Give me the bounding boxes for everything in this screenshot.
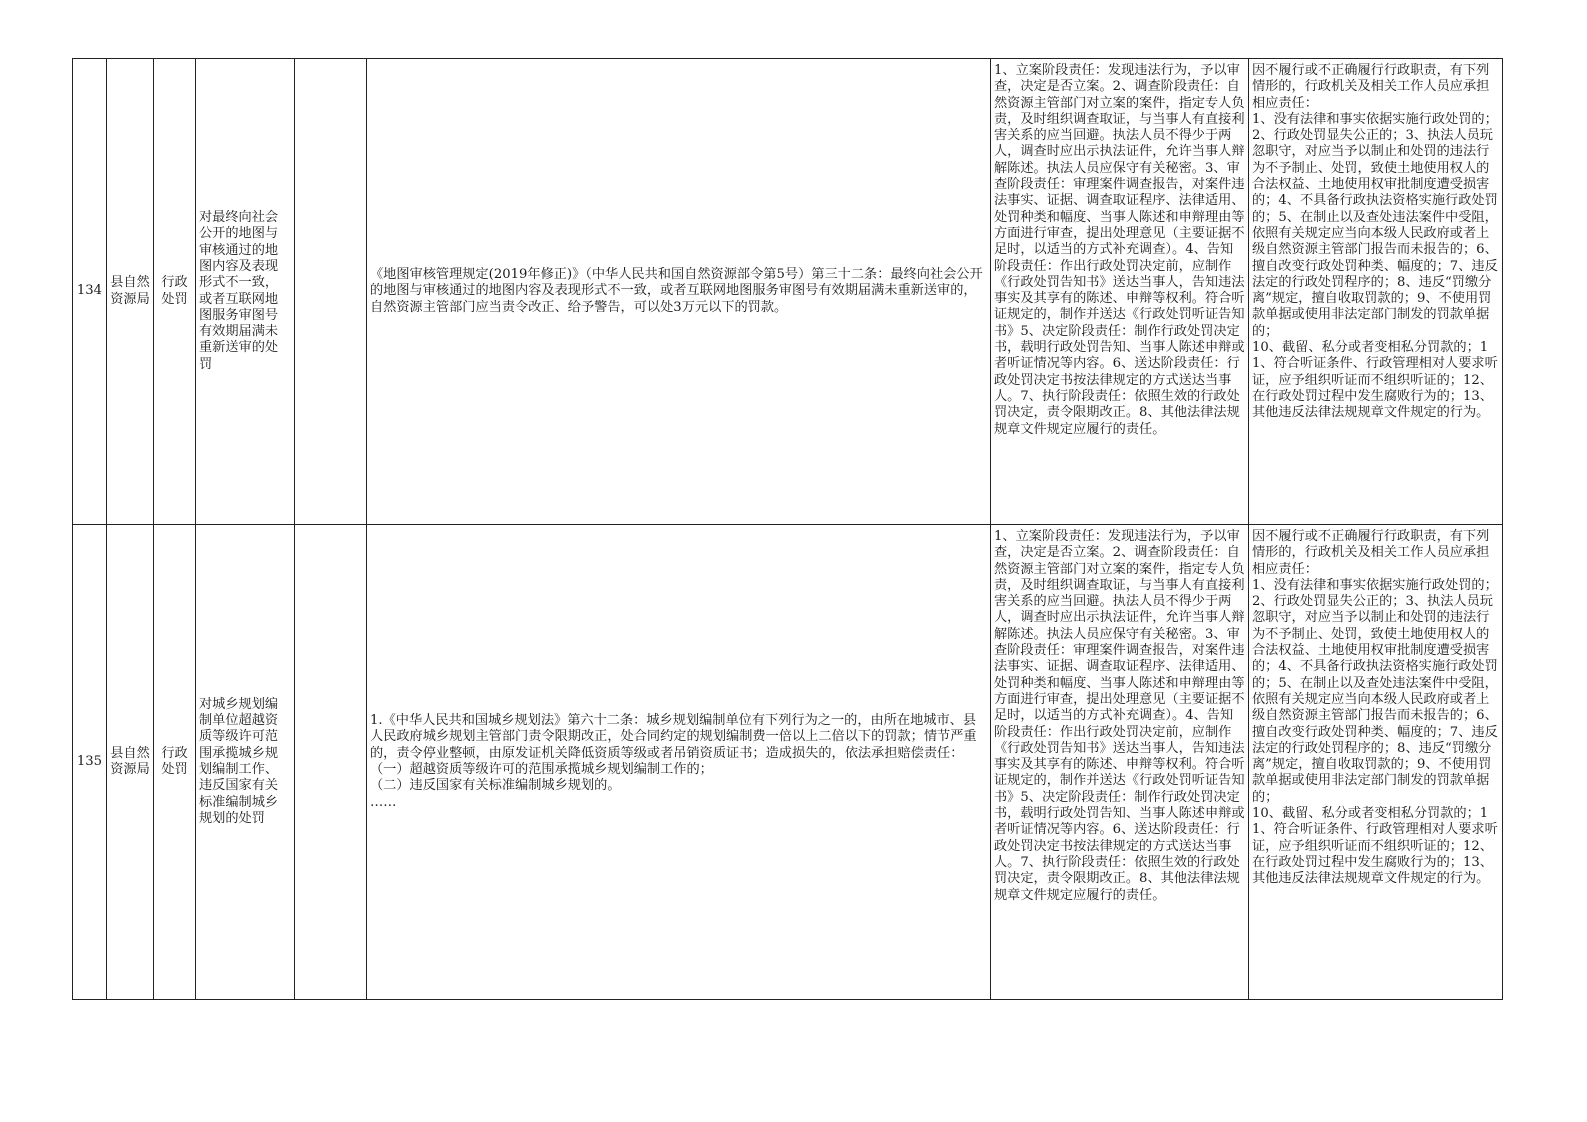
accountability-cell: 因不履行或不正确履行行政职责，有下列情形的，行政机关及相关工作人员应承担相应责任： 1、没有法律和事实依据实施行政处罚的；2、行政处罚显失公正的；3、执法人员玩忽职守，对应当予以制止和处罚的违法行为不予制止、处罚，致使土地使用权人的合法权益、土地使用权审批制度遭受损害的；4、不具备行政执法资格实施行政处罚的；5、在制止以及查处违法案件中受阻，依照有关规定应当向本级人民政府或者上级自然资源主管部门报告而未报告的；6、擅自改变行政处罚种类、幅度的；7、违反法定的行政处罚程序的；8、违反“罚缴分离”规定，擅自收取罚款的；9、不使用罚款单据或使用非法定部门制发的罚款单据的； 10、截留、私分或者变相私分罚款的；11、符合听证条件、行政管理相对人要求听证，应予组织听证而不组织听证的；12、在行政处罚过程中发生腐败行为的；13、其他违反法律法规规章文件规定的行为。 [1249, 525, 1503, 1000]
table-row [73, 59, 1503, 525]
table-row [73, 525, 1503, 1000]
row-index: 135 [73, 525, 107, 1000]
item-name-cell: 对最终向社会公开的地图与审核通过的地图内容及表现形式不一致，或者互联网地图服务审图号有效期届满未重新送审的处罚 [196, 59, 295, 525]
item-name-cell: 对城乡规划编制单位超越资质等级许可范围承揽城乡规划编制工作、违反国家有关标准编制城乡规划的处罚 [196, 525, 295, 1000]
power-type-cell: 行政处罚 [154, 59, 196, 525]
legal-basis-cell: 《地图审核管理规定(2019年修正)》（中华人民共和国自然资源部令第5号）第三十二条：最终向社会公开的地图与审核通过的地图内容及表现形式不一致，或者互联网地图服务审图号有效期届满未重新送审的，自然资源主管部门应当责令改正、给予警告，可以处3万元以下的罚款。 [367, 59, 991, 525]
legal-basis-cell: 1.《中华人民共和国城乡规划法》第六十二条：城乡规划编制单位有下列行为之一的，由所在地城市、县人民政府城乡规划主管部门责令限期改正，处合同约定的规划编制费一倍以上二倍以下的罚款；情节严重的，责令停业整顿，由原发证机关降低资质等级或者吊销资质证书；造成损失的，依法承担赔偿责任： （一）超越资质等级许可的范围承揽城乡规划编制工作的； （二）违反国家有关标准编制城乡规划的。 …… [367, 525, 991, 1000]
sub-item-cell [295, 59, 367, 525]
row-index: 134 [73, 59, 107, 525]
power-type-cell: 行政处罚 [154, 525, 196, 1000]
department-cell: 县自然资源局 [107, 59, 154, 525]
sub-item-cell [295, 525, 367, 1000]
responsibility-cell: 1、立案阶段责任：发现违法行为，予以审查，决定是否立案。2、调查阶段责任：自然资源主管部门对立案的案件，指定专人负责，及时组织调查取证，与当事人有直接利害关系的应当回避。执法人员不得少于两人，调查时应出示执法证件，允许当事人辩解陈述。执法人员应保守有关秘密。3、审查阶段责任：审理案件调查报告，对案件违法事实、证据、调查取证程序、法律适用、处罚种类和幅度、当事人陈述和申辩理由等方面进行审查，提出处理意见（主要证据不足时，以适当的方式补充调查）。4、告知阶段责任：作出行政处罚决定前，应制作《行政处罚告知书》送达当事人，告知违法事实及其享有的陈述、申辩等权利。符合听证规定的，制作并送达《行政处罚听证告知书》5、决定阶段责任：制作行政处罚决定书，载明行政处罚告知、当事人陈述申辩或者听证情况等内容。6、送达阶段责任：行政处罚决定书按法律规定的方式送达当事人。7、执行阶段责任：依照生效的行政处罚决定，责令限期改正。8、其他法律法规规章文件规定应履行的责任。 [991, 525, 1249, 1000]
department-cell: 县自然资源局 [107, 525, 154, 1000]
responsibility-cell: 1、立案阶段责任：发现违法行为，予以审查，决定是否立案。2、调查阶段责任：自然资源主管部门对立案的案件，指定专人负责，及时组织调查取证，与当事人有直接利害关系的应当回避。执法人员不得少于两人，调查时应出示执法证件，允许当事人辩解陈述。执法人员应保守有关秘密。3、审查阶段责任：审理案件调查报告，对案件违法事实、证据、调查取证程序、法律适用、处罚种类和幅度、当事人陈述和申辩理由等方面进行审查，提出处理意见（主要证据不足时，以适当的方式补充调查）。4、告知阶段责任：作出行政处罚决定前，应制作《行政处罚告知书》送达当事人，告知违法事实及其享有的陈述、申辩等权利。符合听证规定的，制作并送达《行政处罚听证告知书》5、决定阶段责任：制作行政处罚决定书，载明行政处罚告知、当事人陈述申辩或者听证情况等内容。6、送达阶段责任：行政处罚决定书按法律规定的方式送达当事人。7、执行阶段责任：依照生效的行政处罚决定，责令限期改正。8、其他法律法规规章文件规定应履行的责任。 [991, 59, 1249, 525]
power-list-table [72, 58, 1503, 1000]
accountability-cell: 因不履行或不正确履行行政职责，有下列情形的，行政机关及相关工作人员应承担相应责任： 1、没有法律和事实依据实施行政处罚的；2、行政处罚显失公正的；3、执法人员玩忽职守，对应当予以制止和处罚的违法行为不予制止、处罚，致使土地使用权人的合法权益、土地使用权审批制度遭受损害的；4、不具备行政执法资格实施行政处罚的；5、在制止以及查处违法案件中受阻，依照有关规定应当向本级人民政府或者上级自然资源主管部门报告而未报告的；6、擅自改变行政处罚种类、幅度的；7、违反法定的行政处罚程序的；8、违反“罚缴分离”规定，擅自收取罚款的；9、不使用罚款单据或使用非法定部门制发的罚款单据的； 10、截留、私分或者变相私分罚款的；11、符合听证条件、行政管理相对人要求听证，应予组织听证而不组织听证的；12、在行政处罚过程中发生腐败行为的；13、其他违反法律法规规章文件规定的行为。 [1249, 59, 1503, 525]
